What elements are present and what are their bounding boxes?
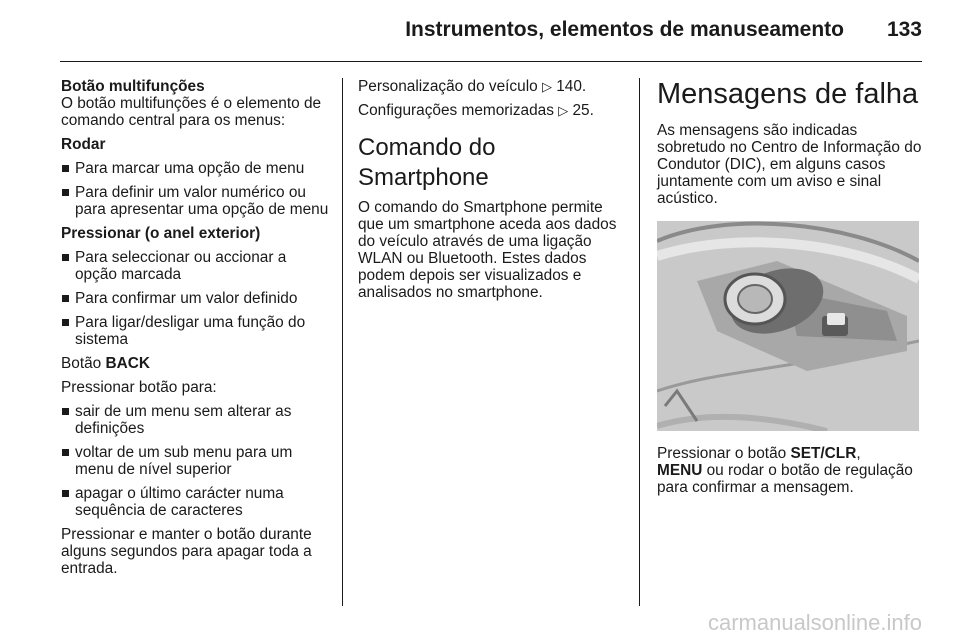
back-list xyxy=(61,403,331,519)
header-title: Instrumentos, elementos de manuseamento xyxy=(405,18,844,41)
list-item: voltar de um sub menu para um menu de nível superior xyxy=(61,444,331,478)
list-item: apagar o último carácter numa sequência de caracteres xyxy=(61,485,331,519)
press-button-text: Pressionar botão para: xyxy=(61,379,217,396)
press-list xyxy=(61,249,331,348)
list-item: Para ligar/desligar uma função do sistema xyxy=(61,314,331,348)
list-item: Para confirmar um valor definido xyxy=(61,290,331,307)
column-multifunction-button xyxy=(61,78,331,584)
rotate-heading: Rodar xyxy=(61,136,106,153)
ref-page: 140. xyxy=(556,78,587,95)
column-divider xyxy=(342,78,343,606)
steering-column-stalk-figure xyxy=(657,221,919,431)
figure-caption xyxy=(657,445,922,496)
ref-text: Personalização do veículo xyxy=(358,78,538,95)
caption-prefix: Pressionar o botão xyxy=(657,445,791,462)
list-item: Para seleccionar ou accionar a opção marcada xyxy=(61,249,331,283)
list-item: Para marcar uma opção de menu xyxy=(61,160,331,177)
triangle-right-icon: ▷ xyxy=(558,103,569,118)
rotate-list xyxy=(61,160,331,218)
caption-suffix: ou rodar o botão de regulação para confirmar a mensagem. xyxy=(657,462,913,496)
smartphone-body: O comando do Smartphone permite que um smartphone aceda aos dados do veículo através de uma ligação WLAN ou Bluetooth. Estes dados podem depois ser visualizados e analisados no smartphone. xyxy=(358,199,617,301)
cross-reference xyxy=(358,78,628,95)
column-divider xyxy=(639,78,640,606)
hold-text: Pressionar e manter o botão durante alguns segundos para apagar toda a entrada. xyxy=(61,526,312,577)
menu-label: MENU xyxy=(657,462,703,479)
column-fault-messages xyxy=(657,78,922,503)
stalk-illustration xyxy=(657,221,919,431)
caption-comma: , xyxy=(856,445,861,462)
page-number: 133 xyxy=(886,18,922,41)
triangle-right-icon: ▷ xyxy=(541,79,552,94)
column-smartphone xyxy=(358,78,628,308)
ref-text: Configurações memorizadas xyxy=(358,102,554,119)
watermark: carmanualsonline.info xyxy=(707,610,922,635)
section-heading-multifunction: Botão multifunções xyxy=(61,78,205,95)
back-button-line xyxy=(61,355,331,372)
back-label: BACK xyxy=(105,355,150,372)
list-item: Para definir um valor numérico ou para apresentar uma opção de menu xyxy=(61,184,331,218)
header-rule xyxy=(60,61,922,62)
section-heading-smartphone: Comando do Smartphone xyxy=(358,134,496,191)
page-header xyxy=(60,18,922,48)
list-item: sair de um menu sem alterar as definições xyxy=(61,403,331,437)
press-heading: Pressionar (o anel exterior) xyxy=(61,225,261,242)
multifunction-intro: O botão multifunções é o elemento de comando central para os menus: xyxy=(61,95,322,129)
section-heading-fault-messages: Mensagens de falha xyxy=(657,78,919,110)
cross-reference xyxy=(358,102,628,119)
fault-messages-intro: As mensagens são indicadas sobretudo no Centro de Informação do Condutor (DIC), em alguns casos juntamente com um aviso e sinal acústico. xyxy=(657,122,922,207)
setclr-label: SET/CLR xyxy=(790,445,857,462)
back-prefix: Botão xyxy=(61,355,106,372)
ref-page: 25. xyxy=(572,102,594,119)
